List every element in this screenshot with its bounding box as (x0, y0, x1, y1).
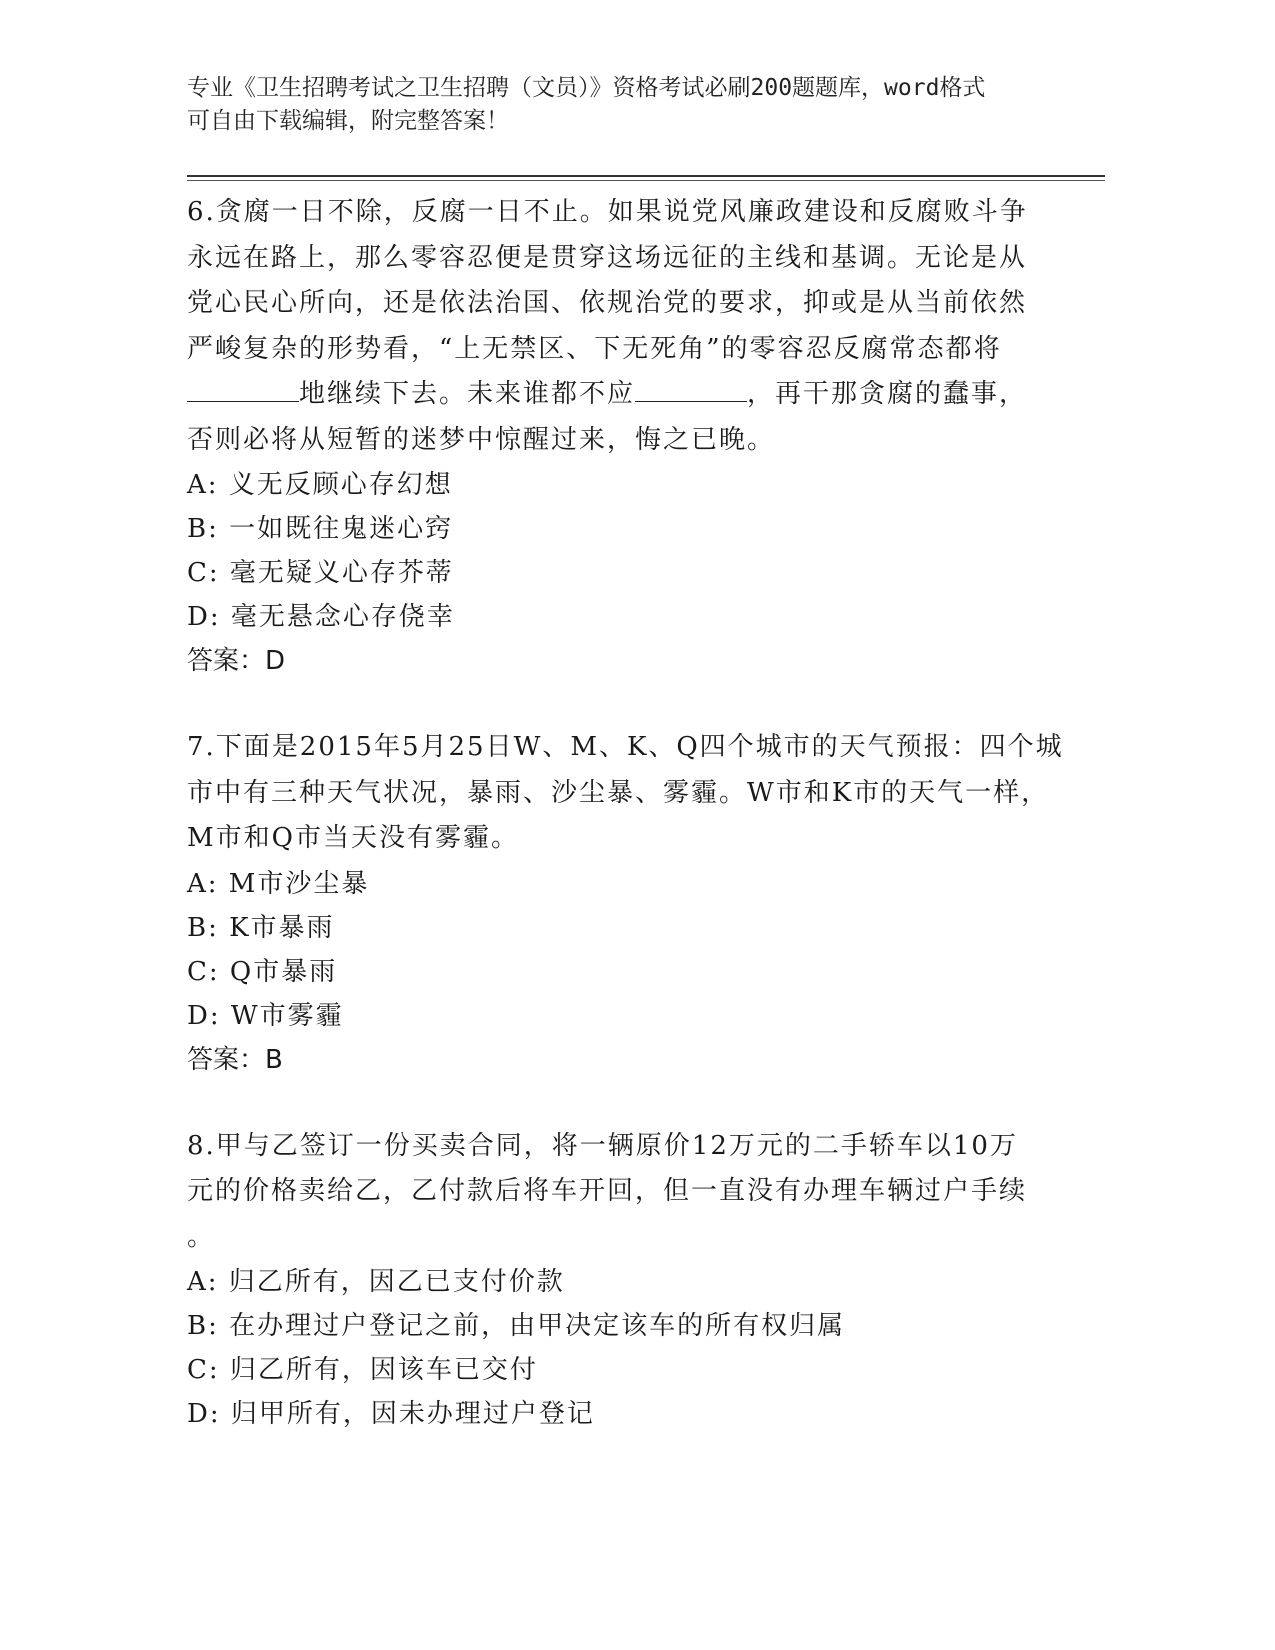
header-line-2: 可自由下载编辑，附完整答案！ (187, 108, 509, 134)
question-stem-line: 6.贪腐一日不除，反腐一日不止。如果说党风廉政建设和反腐败斗争 (187, 197, 1028, 227)
option-b: B: 在办理过户登记之前，由甲决定该车的所有权归属 (187, 1311, 846, 1341)
option-c: C: 归乙所有，因该车已交付 (187, 1355, 538, 1385)
question-stem-line: M市和Q市当天没有雾霾。 (187, 823, 519, 853)
stem-fragment: ，再干那贪腐的蠢事， (747, 379, 1028, 409)
stem-fragment: 地继续下去。未来谁都不应 (299, 379, 636, 409)
option-a: A: M市沙尘暴 (187, 868, 370, 899)
question-stem-line: 否则必将从短暂的迷梦中惊醒过来，悔之已晚。 (187, 424, 776, 455)
option-a: A: 义无反顾心存幻想 (187, 470, 453, 500)
question-stem-line: 8.甲与乙签订一份买卖合同，将一辆原价12万元的二手轿车以10万 (187, 1130, 1018, 1161)
question-stem-line: 严峻复杂的形势看，“上无禁区、下无死角”的零容忍反腐常态都将 (187, 333, 1002, 364)
question-8 (187, 1124, 1077, 1437)
question-stem-line: 党心民心所向，还是依法治国、依规治党的要求，抑或是从当前依然 (187, 288, 1028, 318)
answer-label: 答案：D (187, 646, 286, 676)
question-stem-blank-line (187, 372, 1077, 418)
option-a: A: 归乙所有，因乙已支付价款 (187, 1267, 565, 1297)
question-6 (187, 190, 1077, 683)
option-d: D: W市雾霾 (187, 1000, 344, 1031)
question-stem-line: 永远在路上，那么零容忍便是贯穿这场远征的主线和基调。无论是从 (187, 242, 1028, 273)
fill-blank-2 (635, 375, 747, 402)
fill-blank-1 (187, 375, 299, 402)
question-stem-line: 市中有三种天气状况，暴雨、沙尘暴、雾霾。W市和K市的天气一样， (187, 777, 1050, 808)
question-stem-line: 元的价格卖给乙，乙付款后将车开回，但一直没有办理车辆过户手续 (187, 1176, 1028, 1206)
option-c: C: Q市暴雨 (187, 956, 338, 987)
option-b: B: 一如既往鬼迷心窍 (187, 514, 454, 544)
option-b: B: K市暴雨 (187, 912, 335, 943)
question-stem-line: 7.下面是2015年5月25日W、M、K、Q四个城市的天气预报：四个城 (187, 732, 1064, 762)
question-7 (187, 725, 1077, 1082)
document-header (187, 72, 1067, 138)
option-d: D: 毫无悬念心存侥幸 (187, 602, 455, 632)
header-divider-thin (187, 180, 1105, 181)
question-list (187, 190, 1077, 1436)
header-line-1: 专业《卫生招聘考试之卫生招聘（文员）》资格考试必刷200题题库，word格式 (187, 75, 986, 101)
option-d: D: 归甲所有，因未办理过户登记 (187, 1399, 595, 1429)
question-spacer (187, 1082, 1077, 1124)
question-stem-line: 。 (187, 1221, 216, 1252)
option-c: C: 毫无疑义心存芥蒂 (187, 558, 454, 588)
header-divider-thick (187, 175, 1105, 177)
question-spacer (187, 683, 1077, 725)
answer-label: 答案：B (187, 1044, 283, 1075)
